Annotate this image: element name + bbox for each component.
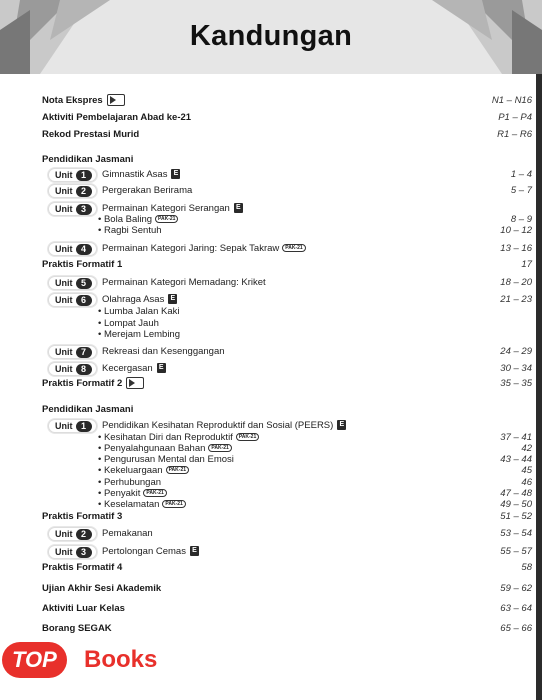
toc-entry-nota-ekspres[interactable]: [42, 94, 532, 108]
subitem-label: • Kekeluargaan: [98, 465, 163, 476]
toc-praktis-formatif-2[interactable]: [42, 377, 532, 391]
toc-unit-4[interactable]: [42, 242, 532, 256]
unit-badge: Unit 2: [48, 184, 97, 198]
unit-title: Permainan Kategori Serangan: [102, 203, 230, 214]
unit-title: Permainan Kategori Memadang: Kriket: [102, 277, 266, 288]
entry-page: 55 – 57: [500, 546, 532, 557]
video-icon: [126, 377, 144, 389]
entry-page: 18 – 20: [500, 277, 532, 288]
unit-title: Permainan Kategori Jaring: Sepak Takraw: [102, 243, 280, 254]
video-icon: [107, 94, 125, 106]
unit-title: Kecergasan: [102, 363, 153, 374]
subitem-label: • Merejam Lembing: [98, 329, 180, 340]
entry-page: 8 – 9: [510, 214, 532, 225]
page-edge-shadow: [536, 74, 542, 700]
toc-unit-7[interactable]: [42, 345, 532, 359]
toc-ujian-akhir[interactable]: [42, 582, 532, 596]
toc-unit-2-pemakanan[interactable]: [42, 527, 532, 541]
e-resource-icon: E: [157, 363, 166, 373]
e-resource-icon: E: [171, 169, 180, 179]
entry-page: P1 – P4: [498, 112, 532, 123]
subitem-label: • Lumba Jalan Kaki: [98, 306, 180, 317]
unit-badge: Unit 3: [48, 202, 97, 216]
entry-label: Praktis Formatif 4: [42, 562, 123, 573]
entry-page: 35 – 35: [500, 378, 532, 389]
toc-unit-5[interactable]: [42, 276, 532, 290]
entry-page: 24 – 29: [500, 346, 532, 357]
toc-unit-2[interactable]: [42, 184, 532, 198]
toc-entry-aktiviti-abad21[interactable]: [42, 111, 532, 125]
entry-page: R1 – R6: [497, 129, 532, 140]
subitem-label: • Ragbi Sentuh: [98, 225, 162, 236]
subitem-label: • Kesihatan Diri dan Reproduktif: [98, 432, 233, 443]
section-heading: Pendidikan Jasmani: [42, 404, 134, 415]
e-resource-icon: E: [337, 420, 346, 430]
entry-label: Rekod Prestasi Murid: [42, 129, 140, 140]
section-heading: Pendidikan Jasmani: [42, 154, 134, 165]
entry-page: 13 – 16: [500, 243, 532, 254]
entry-page: 17: [521, 259, 532, 270]
pak21-badge: PAK-21: [155, 215, 178, 223]
toc-entry-rekod-prestasi[interactable]: [42, 128, 532, 142]
entry-label: Aktiviti Pembelajaran Abad ke-21: [42, 112, 192, 123]
entry-label: Borang SEGAK: [42, 623, 112, 634]
entry-page: 10 – 12: [500, 225, 532, 236]
entry-page: 53 – 54: [500, 528, 532, 539]
subitem-label: • Lompat Jauh: [98, 318, 159, 329]
toc-subitem-merejam-lembing[interactable]: [42, 328, 532, 342]
unit-badge: Unit 4: [48, 242, 97, 256]
unit-title: Pendidikan Kesihatan Reproduktif dan Sosial (PEERS): [102, 420, 334, 431]
toc-unit-3-pertolongan-cemas[interactable]: [42, 545, 532, 559]
entry-page: 46: [521, 477, 532, 488]
unit-title: Olahraga Asas: [102, 294, 165, 305]
entry-label: Praktis Formatif 3: [42, 511, 123, 522]
subitem-label: • Perhubungan: [98, 477, 162, 488]
entry-page: 1 – 4: [510, 169, 532, 180]
pak21-badge: PAK-21: [236, 433, 259, 441]
subitem-label: • Pengurusan Mental dan Emosi: [98, 454, 234, 465]
unit-badge: Unit 1: [48, 419, 97, 433]
logo-books: Books: [84, 646, 158, 673]
entry-page: 58: [521, 562, 532, 573]
toc-unit-1[interactable]: [42, 168, 532, 182]
unit-title: Pergerakan Berirama: [102, 185, 193, 196]
entry-label: Aktiviti Luar Kelas: [42, 603, 125, 614]
entry-label: Praktis Formatif 1: [42, 259, 123, 270]
pak21-badge: PAK-21: [166, 466, 189, 474]
entry-page: 65 – 66: [500, 623, 532, 634]
unit-title: Gimnastik Asas: [102, 169, 168, 180]
toc-subitem-ragbi-sentuh[interactable]: [42, 224, 532, 238]
pak21-badge: PAK-21: [143, 489, 166, 497]
entry-page: 45: [521, 465, 532, 476]
unit-badge: Unit 1: [48, 168, 97, 182]
toc-aktiviti-luar-kelas[interactable]: [42, 602, 532, 616]
toc-borang-segak[interactable]: [42, 622, 532, 636]
pak21-badge: PAK-21: [162, 500, 185, 508]
unit-badge: Unit 6: [48, 293, 97, 307]
toc-unit-8[interactable]: [42, 362, 532, 376]
toc-praktis-formatif-1[interactable]: [42, 258, 532, 272]
unit-badge: Unit 2: [48, 527, 97, 541]
unit-badge: Unit 8: [48, 362, 97, 376]
subitem-label: • Bola Baling: [98, 214, 153, 225]
entry-page: 59 – 62: [500, 583, 532, 594]
entry-page: 49 – 50: [500, 499, 532, 510]
e-resource-icon: E: [190, 546, 199, 556]
entry-page: 63 – 64: [500, 603, 532, 614]
toc-praktis-formatif-3[interactable]: [42, 510, 532, 524]
entry-page: 30 – 34: [500, 363, 532, 374]
subitem-label: • Penyalahgunaan Bahan: [98, 443, 206, 454]
pak21-badge: PAK-21: [208, 444, 231, 452]
entry-page: 5 – 7: [510, 185, 532, 196]
entry-page: 51 – 52: [500, 511, 532, 522]
subitem-label: • Penyakit: [98, 488, 141, 499]
entry-label: Ujian Akhir Sesi Akademik: [42, 583, 162, 594]
e-resource-icon: E: [168, 294, 177, 304]
pak21-badge: PAK-21: [282, 244, 305, 252]
topbooks-logo: [2, 642, 202, 682]
unit-badge: Unit 7: [48, 345, 97, 359]
unit-title: Pertolongan Cemas: [102, 546, 186, 557]
entry-page: 21 – 23: [500, 294, 532, 305]
entry-page: 42: [521, 443, 532, 454]
e-resource-icon: E: [234, 203, 243, 213]
entry-page: 47 – 48: [500, 488, 532, 499]
subitem-label: • Keselamatan: [98, 499, 160, 510]
unit-title: Rekreasi dan Kesenggangan: [102, 346, 225, 357]
unit-badge: Unit 5: [48, 276, 97, 290]
entry-label: Nota Ekspres: [42, 95, 103, 106]
unit-badge: Unit 3: [48, 545, 97, 559]
entry-label: Praktis Formatif 2: [42, 378, 123, 389]
entry-page: 37 – 41: [500, 432, 532, 443]
toc-praktis-formatif-4[interactable]: [42, 561, 532, 575]
entry-page: N1 – N16: [491, 95, 532, 106]
entry-page: 43 – 44: [500, 454, 532, 465]
unit-title: Pemakanan: [102, 528, 153, 539]
page-title: Kandungan: [189, 20, 353, 52]
logo-top: TOP: [2, 642, 67, 678]
